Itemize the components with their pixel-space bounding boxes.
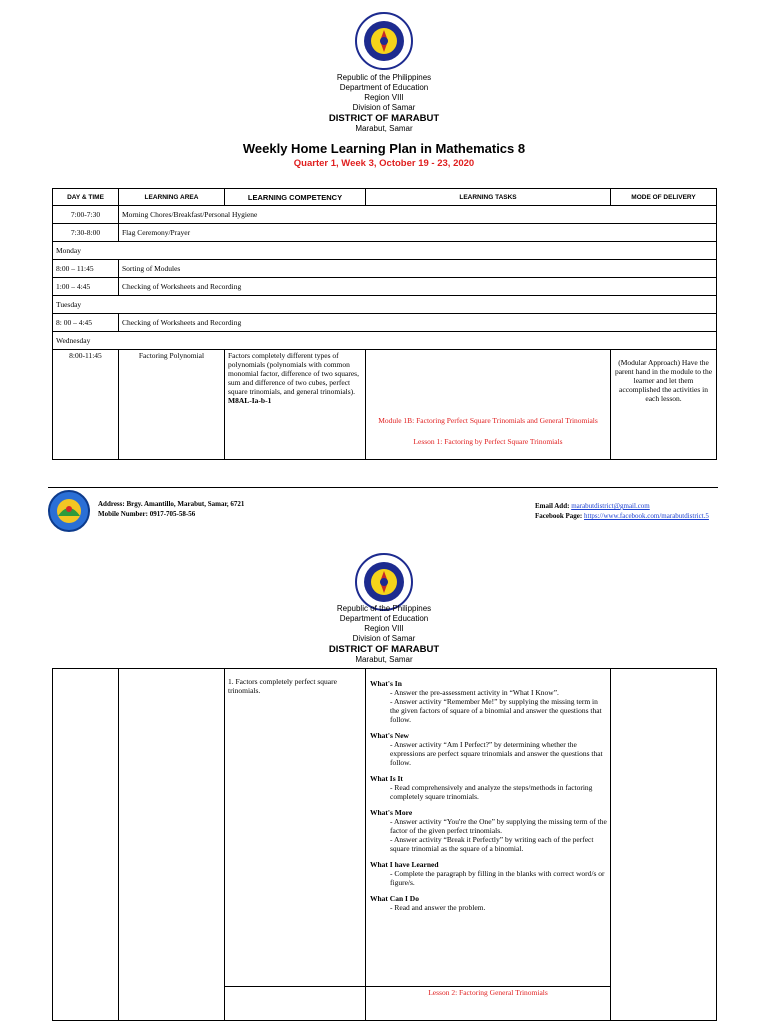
module-title: Module 1B: Factoring Perfect Square Trinomials and General Trinomials: [378, 416, 598, 425]
activity-cell: Checking of Worksheets and Recording: [119, 278, 717, 296]
section-heading: What Can I Do: [370, 894, 419, 903]
table-header-row: [53, 189, 717, 206]
table-row: [53, 278, 717, 296]
time-cell: 7:30-8:00: [53, 224, 119, 242]
task-item: - Complete the paragraph by filling in the blanks with correct word/s or figure/s.: [390, 869, 605, 887]
learning-tasks-cell: [366, 350, 611, 460]
deped-seal-logo: [355, 553, 413, 611]
learning-plan-table-continued: [52, 668, 717, 1021]
competency-cell: [225, 350, 366, 460]
deped-seal-logo: [355, 12, 413, 70]
col-header: LEARNING AREA: [119, 189, 225, 206]
day-cell: Monday: [53, 242, 717, 260]
task-item: - Answer activity “Break it Perfectly” by writing each of the perfect square trinomial as the square of a binomial.: [390, 835, 594, 853]
activity-cell: Flag Ceremony/Prayer: [119, 224, 717, 242]
competency-cell-empty: [225, 987, 366, 1021]
table-row-continued: [53, 669, 717, 987]
footer-contact: [98, 499, 244, 519]
learning-tasks-cell: [366, 669, 611, 987]
section-heading: What Is It: [370, 774, 403, 783]
time-cell: 8:00 – 11:45: [53, 260, 119, 278]
learning-plan-table: [52, 188, 717, 460]
lesson-title: Lesson 1: Factoring by Perfect Square Trinomials: [413, 437, 563, 446]
task-item: - Answer activity “Am I Perfect?” by determining whether the expressions are perfect square trinomials and answer the questions that follow.: [390, 740, 603, 767]
time-cell: 8: 00 – 4:45: [53, 314, 119, 332]
task-item: - Read and answer the problem.: [390, 903, 486, 912]
competency-cell: 1. Factors completely perfect square trinomials.: [225, 669, 366, 987]
footer-divider: [48, 487, 718, 488]
learning-area-cell-empty: [119, 669, 225, 1021]
page-subtitle: Quarter 1, Week 3, October 19 - 23, 2020: [293, 158, 475, 169]
learning-area-cell: Factoring Polynomial: [119, 350, 225, 460]
email-link[interactable]: marabutdistrict@gmail.com: [571, 502, 650, 510]
col-header: DAY & TIME: [53, 189, 119, 206]
page2-header: [0, 604, 768, 665]
email-label: Email Add:: [535, 502, 570, 510]
day-cell: Wednesday: [53, 332, 717, 350]
section-heading: What's In: [370, 679, 402, 688]
time-cell: 7:00-7:30: [53, 206, 119, 224]
activity-cell: Checking of Worksheets and Recording: [119, 314, 717, 332]
activity-cell: Sorting of Modules: [119, 260, 717, 278]
activity-cell: Morning Chores/Breakfast/Personal Hygiene: [119, 206, 717, 224]
task-item: - Answer the pre-assessment activity in “What I Know”.: [390, 688, 559, 697]
header-line: Department of Education: [339, 83, 429, 92]
table-row: [53, 260, 717, 278]
col-header: MODE OF DELIVERY: [611, 189, 717, 206]
page-title: Weekly Home Learning Plan in Mathematics 8: [242, 141, 526, 156]
task-item: - Answer activity “Remember Me!” by supplying the missing term in the given factors of square of a binomial and answer the questions that follow.: [390, 697, 602, 724]
competency-text: Factors completely different types of polynomials (polynomials with common monomial factor, difference of two squares, sum and difference of two cubes, perfect square trinomials, and general trinomials).: [228, 351, 359, 396]
facebook-label: Facebook Page:: [535, 512, 583, 520]
mode-of-delivery-cell: (Modular Approach) Have the parent hand in the module to the learner and let them accomplished the activities in each lesson.: [611, 350, 717, 460]
district-name: DISTRICT OF MARABUT: [328, 113, 440, 124]
header-line: Department of Education: [339, 614, 429, 623]
town-name: Marabut, Samar: [355, 124, 413, 133]
header-line: Division of Samar: [352, 103, 416, 112]
header-line: Region VIII: [364, 93, 404, 102]
section-heading: What I have Learned: [370, 860, 439, 869]
col-header: LEARNING COMPETENCY: [225, 189, 366, 206]
col-header: LEARNING TASKS: [366, 189, 611, 206]
district-name: DISTRICT OF MARABUT: [328, 644, 440, 655]
table-row-day: [53, 242, 717, 260]
day-cell: Tuesday: [53, 296, 717, 314]
time-cell: 1:00 – 4:45: [53, 278, 119, 296]
district-logo: [48, 490, 90, 532]
header-line: Division of Samar: [352, 634, 416, 643]
facebook-link[interactable]: https://www.facebook.com/marabutdistrict.5: [584, 512, 709, 520]
table-row-main: [53, 350, 717, 460]
task-item: - Read comprehensively and analyze the steps/methods in factoring completely square trinomials.: [390, 783, 593, 801]
table-row-day: [53, 332, 717, 350]
time-cell-empty: [53, 669, 119, 1021]
section-heading: What's New: [370, 731, 409, 740]
table-row: [53, 314, 717, 332]
footer-address: Address: Brgy. Amantillo, Marabut, Samar, 6721: [98, 500, 245, 508]
table-row: [53, 224, 717, 242]
lesson2-title: Lesson 2: Factoring General Trinomials: [366, 987, 611, 1021]
competency-code: M8AL-Ia-b-1: [228, 396, 272, 405]
task-item: - Answer activity “You're the One” by supplying the missing term of the factor of the given perfect trinomials.: [390, 817, 607, 835]
header-line: Region VIII: [364, 624, 404, 633]
header-line: Republic of the Philippines: [336, 73, 432, 82]
time-cell: 8:00-11:45: [53, 350, 119, 460]
footer-mobile: Mobile Number: 0917-705-58-56: [98, 510, 196, 518]
page1-header: [0, 73, 768, 134]
section-heading: What's More: [370, 808, 413, 817]
table-row-day: [53, 296, 717, 314]
mode-of-delivery-cell-empty: [611, 669, 717, 1021]
footer-online: [535, 501, 709, 521]
header-line: Republic of the Philippines: [336, 604, 432, 613]
town-name: Marabut, Samar: [355, 655, 413, 664]
table-row: [53, 206, 717, 224]
